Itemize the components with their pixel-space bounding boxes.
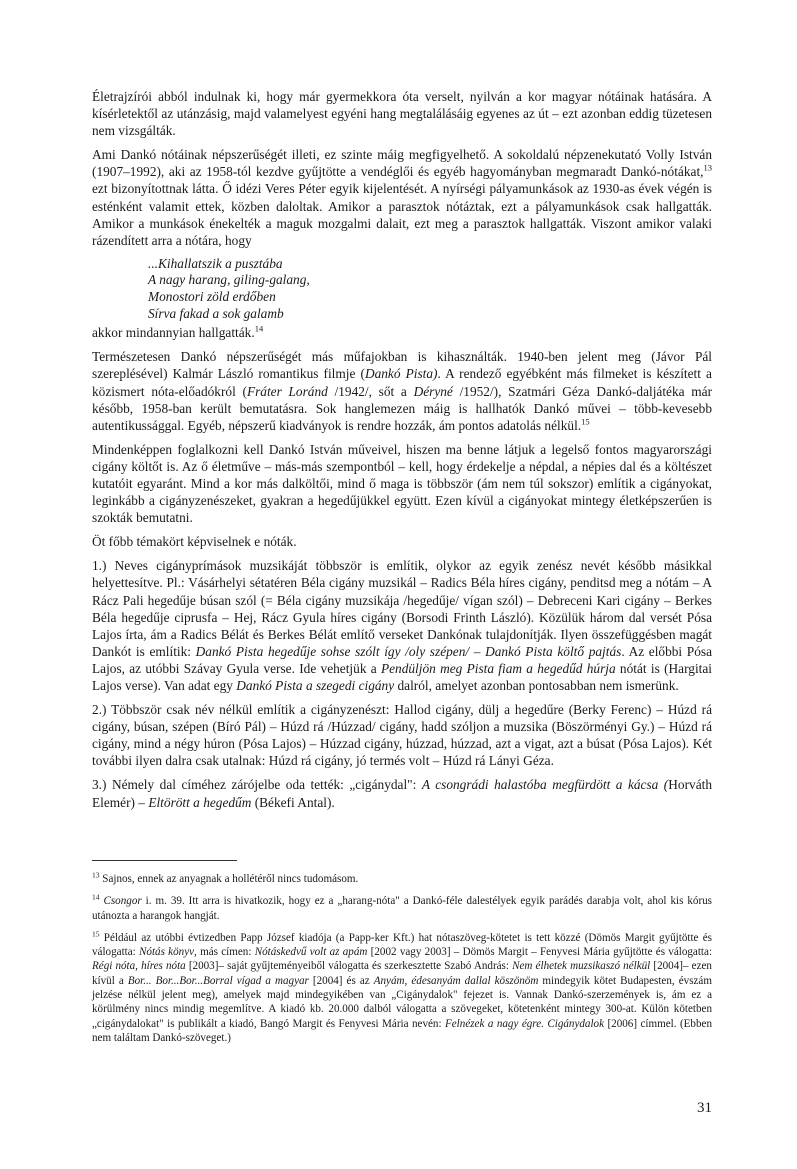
poem-line: Monostori zöld erdőben [148,289,276,305]
title-italic: Pendüljön meg Pista fiam a hegedűd húrja [380,660,616,676]
footnote-14 [92,894,712,923]
title-italic: Bor... Bor...Bor...Borral vígad a magyar [127,974,309,987]
paragraph-3 [92,324,712,341]
footnote-text: [2004]– ezen kívül a [92,960,712,987]
paragraph-text: . Az előbbi Pósa Lajos, az utóbbi Szávay Gyula verse. Ide vehetjük a [92,643,712,676]
paragraph-text: 2.) Többször csak név nélkül említik a cigányzenészt: Hallod cigány, dülj a hegedűre (Berky Ferenc) – Húzd rá cigány, búsan, szépen (Bíró Pál) – Húzd rá /Húzzad/ cigány, hadd szóljon a muzsika (Böszörményi Gy.) – Húzd rá cigány, mind a négy húron (Pósa Lajos) – Húzzad cigány, húzzad, húzzad, azt a vigat, azt a búsat (Pósa Lajos). Két további ilyen dalra csak utalnak: Húzd rá cigány, jó termés volt – Húzd rá Lányi Géza. [92,702,712,769]
paragraph-text: Ami Dankó nótáinak népszerűségét illeti, ez szinte máig megfigyelhető. A sokoldalú népzenekutató Volly István (1907–1992), aki az 1958-tól kezdve gyűjtötte a vendéglői és egyéb hagyományban megmaradt Dankó-nótákat, [92,147,712,180]
title-italic: Nótáskedvű volt az apám [254,946,368,959]
page-number: 31 [697,1100,712,1116]
footnote-text: [2004] és az [308,974,374,987]
poem-line: Sírva fakad a sok galamb [148,305,284,321]
paragraph-text: Öt főbb témakört képviselnek e nóták. [92,534,297,550]
footnote-number: 14 [92,892,100,902]
title-italic: Felnézek a nagy égre. Cigánydalok [444,1017,605,1030]
title-italic: Dankó Pista) [364,366,438,382]
title-italic: Déryné [413,383,453,399]
footnote-text: [2002 vagy 2003] – Dömös Margit – Fenyvesi Mária gyűjtötte és válogatta: [367,946,713,959]
paragraph-9 [92,776,712,810]
title-italic: Anyám, édesanyám dallal köszönöm [373,974,539,987]
title-italic: Csongor [103,895,142,908]
title-italic: Dankó Pista hegedűje sohse szólt így /oly szépen/ – Dankó Pista költő pajtás [195,643,622,659]
paragraph-text: ezt bizonyítottnak látta. Ő idézi Veres Péter egyik kijelentését. A nyírségi pályamunkások az 1930-as évek végén is esténként valamit ettek, közben daloltak. Amikor a parasztok nótáztak, ezt a pályamunkások csak hallgatták. Amikor a munkások énekelték a maguk mozgalmi dalait, ezt meg a parasztok hallgatták. Viszont amikor valaki rázendített arra a nótára, hogy [92,181,712,248]
paragraph-text: dalról, amelyet azonban pontosabban nem ismerünk. [394,678,679,693]
paragraph-6 [92,533,712,550]
paragraph-text: 3.) Némely dal címéhez zárójelbe oda tették: „cigánydal": [92,777,422,793]
paragraph-1 [92,88,712,139]
footnote-15 [92,931,712,1045]
footnote-text: mindegyik kötet Budapesten, évszám jelzése nélkül jelent meg), amelyek majd mindegyikében van „Cigánydalok" fejezet is. Vannak Dankó-szerzemények is, ám ez a körülmény nincs mindig megemlítve. A kiadó kb. 20.000 dalból válogatta a szövegeket, kötetenként mintegy 300-at. Külön kötetben „cigánydalokat" is publikált a kiadó, Bangó Margit és Fenyvesi Mária nevén: [92,974,712,1030]
paragraph-8 [92,701,712,769]
footnote-number: 15 [92,929,100,939]
poem-line: ...Kihallatszik a pusztába [148,255,283,271]
footnote-text: [2006] címmel. (Ebben nem találtam Dankó-szöveget.) [92,1017,712,1044]
poem-line: A nagy harang, giling-galang, [148,272,310,288]
footnote-13 [92,872,712,886]
paragraph-5 [92,441,712,526]
title-italic: Dankó Pista a szegedi cigány [236,678,395,693]
footnote-ref-15[interactable]: 15 [581,416,590,427]
title-italic: Nótás könyv [139,946,195,959]
footnote-text: Sajnos, ennek az anyagnak a hollétéről nincs tudomásom. [102,873,359,885]
poem-quote [148,256,712,322]
footnote-text: Például az utóbbi évtizedben Papp József kiadója (a Papp-ker Kft.) hat nótaszöveg-kötetet is tett közzé (Dömös Margit gyűjtötte és válogatta: [92,931,712,959]
title-italic: Régi nóta, híres nóta [92,960,186,973]
title-italic: A csongrádi halastóba megfürdött a kácsa ( [421,777,669,793]
paragraph-text: Mindenképpen foglalkozni kell Dankó István műveivel, hiszen ma benne látjuk a legelső fontos magyarországi cigány költőt is. Az ő életműve – más-más szempontból – kell, hogy érdekelje a népdal, a népies dal és a költészet kutatóit egyaránt. Mind a kor más dalköltői, mind ő maga is többször (ám nem túl sokszor) említik a cigányokat, leginkább a cigányzenészeket, gyakran a hegedűjükkel együtt. Ezen kívül a cigányokat mintegy életképszerűen is szokták bemutatni. [92,441,712,526]
paragraph-4 [92,348,712,433]
paragraph-text: Horváth Elemér) – [92,777,712,810]
footnote-text: , más címen: [194,946,255,959]
footnote-separator [92,860,237,861]
title-italic: Eltörött a hegedűm [148,794,252,810]
paragraph-7 [92,557,712,694]
paragraph-text: 1.) Neves cigányprímások muzsikáját többször is említik, olykor az egyik zenész nevét később másikkal helyettesítve. Pl.: Vásárhelyi sétatéren Béla cigány muzsikál – Radics Béla híres cigány, penditsd meg a nótám – A Rácz Pali hegedűje búsan szól (= Béla cigány muzsikája /hegedűje/ vígan szól) – Debreceni Kari cigány – Berkes Béla hegedűje ciprusfa – Hej, Rácz Gyula híres cigány (Borsodi Frinth László). Közülük három dal versét Pósa Lajos írta, ám a Radics Bélát és Berkes Bélát említő verseket Dankónak tulajdonítják. Ilyen összefüggésben magát Dankót is említik: [92,558,712,659]
paragraph-text: /1952/), Szatmári Géza Dankó-daljátéka már később, 1958-ban került bemutatásra. Sok hanglemezen máig is hallhatók Dankó művei – több-kevesebb autentikussággal. Egyéb, népszerű kiadványok is rendre hozzák, ám pontos adatolás nélkül. [92,383,713,433]
main-text [92,88,712,818]
paragraph-text: . A rendező egyébként más filmeket is készített a közismert nóta-előadókról ( [92,366,712,399]
paragraph-text: akkor mindannyian hallgatták. [92,325,255,341]
title-italic: Fráter Loránd [246,383,328,399]
footnotes [92,872,712,1053]
footnote-ref-13[interactable]: 13 [703,162,712,173]
paragraph-2 [92,146,712,249]
paragraph-text: /1942/, sőt a [327,383,414,399]
footnote-text: [2003]– saját gyűjteményeiből válogatta és szerkesztette Szabó András: [185,960,513,973]
paragraph-text: (Békefi Antal). [251,794,335,810]
footnote-number: 13 [92,870,100,880]
title-italic: Nem élhetek muzsikaszó nélkül [512,960,651,973]
paragraph-text: Életrajzírói abból indulnak ki, hogy már gyermekkora óta verselt, nyilván a kor magyar nótáinak hatására. A kísérletektől az utánzásig, majd valamelyest egyéni hang megtalálásáig egyenes az út – ezt azonban eddig tüzetesen nem vizsgálták. [92,89,712,139]
paragraph-text: nótát is (Hargitai Lajos verse). Van adat egy [92,660,712,693]
footnote-text: i. m. 39. Itt arra is hivatkozik, hogy ez a „harang-nóta" a Dankó-féle dalestélyek egyik parádés darabja volt, ahol kis kórus utánozta a harangok hangját. [92,895,713,922]
paragraph-text: Természetesen Dankó népszerűségét más műfajokban is kihasználták. 1940-ben jelent meg (Jávor Pál szereplésével) Kalmár László romantikus filmje ( [92,349,712,382]
footnote-ref-14[interactable]: 14 [254,323,264,334]
